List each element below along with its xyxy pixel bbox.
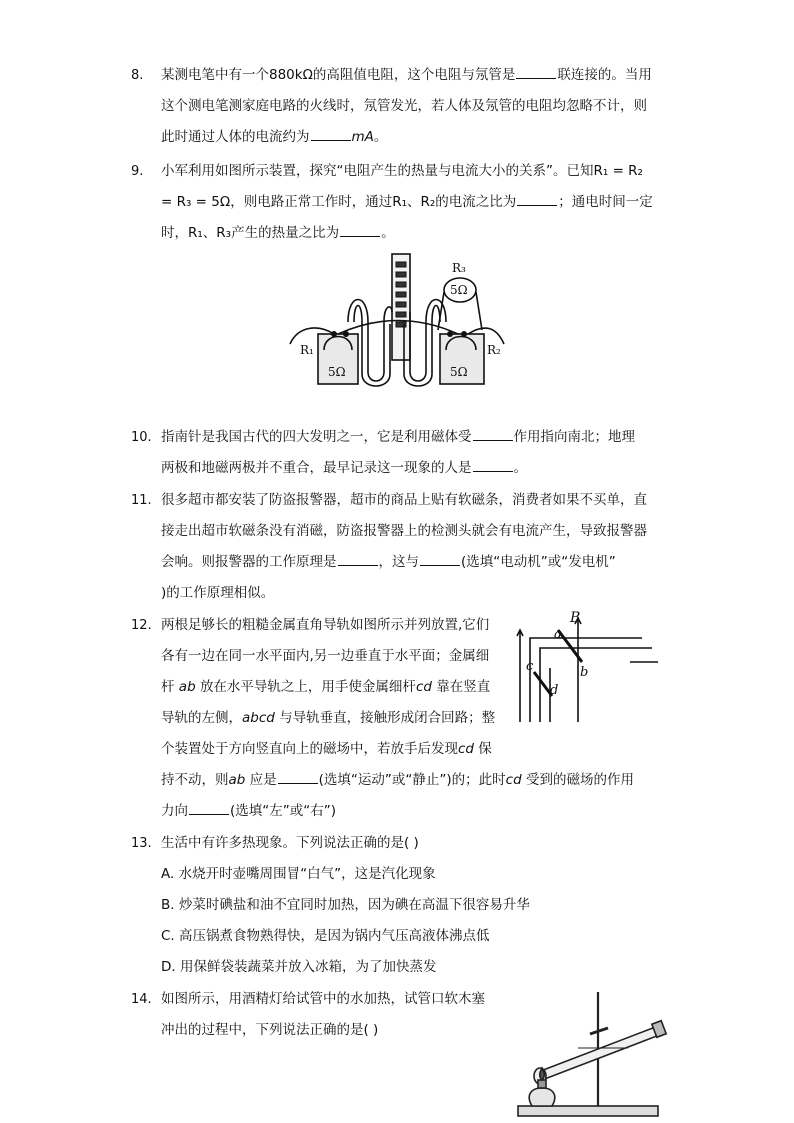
answer-blank[interactable] — [420, 551, 460, 566]
r2-resistance: 5Ω — [450, 365, 468, 379]
question-text-line: 持不动，则ab 应是 (选填“运动”或“静止”)的；此时cd 受到的磁场的作用 — [161, 765, 634, 796]
answer-blank[interactable] — [340, 222, 380, 237]
question-text-line: 两极和地磁两极并不重合，最早记录这一现象的人是 。 — [161, 453, 527, 484]
question-text-line: 很多超市都安装了防盗报警器，超市的商品上贴有软磁条，消费者如果不买单，直 — [161, 492, 647, 508]
question-9 — [0, 156, 794, 251]
question-13 — [0, 828, 794, 983]
test-tube-heating-figure — [508, 988, 668, 1120]
option-d[interactable]: D. 用保鲜袋装蔬菜并放入冰箱，为了加快蒸发 — [161, 959, 437, 975]
question-number: 14. — [131, 992, 152, 1007]
answer-blank[interactable] — [278, 769, 318, 784]
question-10 — [0, 422, 794, 484]
question-text-line: 导轨的左侧，abcd 与导轨垂直，接触形成闭合回路；整 — [161, 710, 496, 726]
question-11 — [0, 485, 794, 609]
r1-label: R₁ — [300, 343, 314, 357]
question-text-line: 各有一边在同一水平面内,另一边垂直于水平面；金属细 — [161, 648, 490, 664]
r3-label: R₃ — [452, 261, 466, 275]
option-c[interactable]: C. 高压锅煮食物熟得快，是因为锅内气压高液体沸点低 — [161, 928, 490, 944]
question-number: 11. — [131, 493, 152, 508]
option-a[interactable]: A. 水烧开时壶嘴周围冒“白气”，这是汽化现象 — [161, 866, 436, 882]
question-number: 9. — [131, 164, 144, 179]
field-b-label: B — [570, 610, 581, 626]
question-number: 8. — [131, 68, 144, 83]
question-text-line: 如图所示，用酒精灯给试管中的水加热，试管口软木塞 — [161, 991, 485, 1007]
answer-blank[interactable] — [473, 457, 513, 472]
point-d-label: d — [550, 683, 559, 698]
answer-blank[interactable] — [516, 64, 556, 79]
question-stem: 生活中有许多热现象。下列说法正确的是( ) — [161, 835, 419, 851]
question-text-line: 力向 (选填“左”或“右”) — [161, 796, 336, 827]
option-b[interactable]: B. 炒菜时碘盐和油不宜同时加热，因为碘在高温下很容易升华 — [161, 897, 530, 913]
resistor-apparatus-figure — [288, 252, 506, 390]
question-text-line: 这个测电笔测家庭电路的火线时，氖管发光，若人体及氖管的电阻均忽略不计，则 — [161, 98, 647, 114]
question-text-line: = R₃ = 5Ω，则电路正常工作时，通过R₁、R₂的电流之比为 ；通电时间一定 — [161, 187, 653, 218]
point-b-label: b — [580, 665, 589, 680]
answer-blank[interactable] — [473, 426, 513, 441]
point-c-label: c — [526, 659, 534, 674]
question-text-line: 两根足够长的粗糙金属直角导轨如图所示并列放置,它们 — [161, 617, 490, 633]
question-text-line: 时，R₁、R₃产生的热量之比为 。 — [161, 218, 395, 249]
answer-blank[interactable] — [517, 191, 557, 206]
question-number: 13. — [131, 836, 152, 851]
question-8 — [0, 60, 794, 155]
answer-blank[interactable] — [311, 126, 351, 141]
r2-label: R₂ — [487, 343, 501, 357]
r3-resistance: 5Ω — [450, 283, 468, 297]
question-number: 12. — [131, 618, 152, 633]
question-12 — [0, 610, 794, 827]
question-text-line: 个装置处于方向竖直向上的磁场中，若放手后发现cd 保 — [161, 741, 492, 757]
question-text-line: 接走出超市软磁条没有消磁，防盗报警器上的检测头就会有电流产生，导致报警器 — [161, 523, 647, 539]
question-text-line: 指南针是我国古代的四大发明之一，它是利用磁体受 作用指向南北；地理 — [161, 422, 635, 453]
question-text-line: 会响。则报警器的工作原理是 ，这与 (选填“电动机”或“发电机” — [161, 547, 616, 578]
question-number: 10. — [131, 430, 152, 445]
question-text-line: )的工作原理相似。 — [161, 585, 275, 601]
question-text-line: 此时通过人体的电流约为 mA。 — [161, 122, 387, 153]
r1-resistance: 5Ω — [328, 365, 346, 379]
question-text-line: 杆 ab 放在水平导轨之上，用手使金属细杆cd 靠在竖直 — [161, 679, 491, 695]
answer-blank[interactable] — [338, 551, 378, 566]
question-text-line: 小军利用如图所示装置，探究“电阻产生的热量与电流大小的关系”。已知R₁ = R₂ — [161, 163, 643, 179]
question-14 — [0, 984, 794, 1046]
metal-rails-figure — [510, 610, 660, 725]
answer-blank[interactable] — [189, 800, 229, 815]
question-text-line: 冲出的过程中，下列说法正确的是( ) — [161, 1022, 379, 1038]
point-a-label: a — [554, 627, 562, 642]
question-text-line: 某测电笔中有一个880kΩ的高阻值电阻，这个电阻与氖管是 联连接的。当用 — [161, 60, 652, 91]
